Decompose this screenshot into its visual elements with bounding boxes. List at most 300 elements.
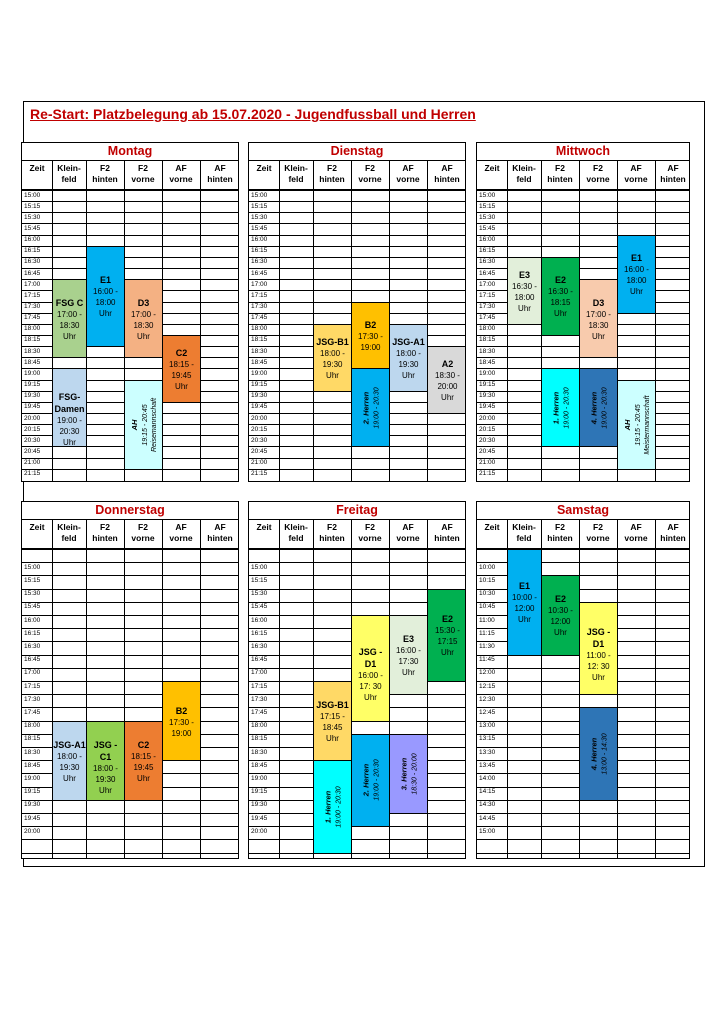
time-label: 16:00: [251, 236, 268, 244]
time-label: 20:15: [251, 425, 268, 433]
time-label: 21:15: [479, 470, 496, 478]
block-time: Uhr: [630, 287, 643, 297]
time-label: 16:45: [251, 269, 268, 277]
time-row: [22, 190, 238, 191]
time-label: 16:45: [24, 269, 41, 277]
time-row: [477, 190, 689, 191]
block-time: Uhr: [137, 773, 150, 783]
column-header: F2 hinten: [313, 160, 351, 190]
column-divider: [655, 160, 656, 481]
time-label: 17:00: [251, 280, 268, 288]
time-label: 16:15: [251, 629, 268, 637]
column-divider: [389, 160, 390, 481]
time-row: [22, 839, 238, 840]
column-header: AF hinten: [200, 160, 239, 190]
block-time: 18:00: [95, 298, 116, 308]
time-label: 20:30: [479, 436, 496, 444]
block-time: Uhr: [137, 331, 150, 341]
time-label: 20:00: [24, 414, 41, 422]
time-row: [249, 246, 465, 247]
time-label: 17:30: [251, 695, 268, 703]
booking-block[interactable]: [508, 258, 541, 324]
time-label: 14:15: [479, 788, 496, 796]
block-time: 17:00 -: [586, 309, 611, 319]
time-label: 20:45: [251, 447, 268, 455]
time-label: 14:00: [479, 774, 496, 782]
time-row: [477, 813, 689, 814]
time-label: 15:15: [24, 202, 41, 210]
block-title: E2: [554, 594, 566, 605]
time-label: 10:30: [479, 590, 496, 598]
time-label: 18:15: [479, 336, 496, 344]
block-title: E2: [554, 275, 566, 286]
time-label: 17:00: [24, 669, 41, 677]
column-header: AF hinten: [655, 160, 690, 190]
block-time: Uhr: [402, 668, 415, 678]
time-label: 21:15: [24, 470, 41, 478]
block-time: 19:15 - 20:45: [634, 404, 642, 446]
time-row: [477, 469, 689, 470]
column-header: Klein- feld: [279, 160, 313, 190]
column-header: AF vorne: [617, 160, 655, 190]
column-header: F2 hinten: [541, 160, 579, 190]
block-time: 19:00 - 20:30: [373, 387, 380, 429]
time-label: 15:45: [24, 603, 41, 611]
time-row: [22, 826, 238, 827]
time-label: 20:00: [24, 827, 41, 835]
column-divider: [279, 160, 280, 481]
booking-block[interactable]: [580, 603, 617, 694]
block-title: JSG - D1: [358, 647, 383, 670]
time-label: 16:15: [251, 247, 268, 255]
time-row: [22, 707, 238, 708]
time-label: 20:30: [24, 436, 41, 444]
booking-block[interactable]: [314, 761, 351, 852]
block-title: D3: [592, 297, 605, 308]
time-label: 19:00: [251, 369, 268, 377]
time-label: 16:00: [251, 616, 268, 624]
day-table-freitag: [248, 501, 466, 859]
column-divider: [162, 160, 163, 481]
time-label: 16:45: [251, 656, 268, 664]
time-row: [22, 813, 238, 814]
time-row: [22, 201, 238, 202]
block-title: B2: [175, 705, 188, 716]
column-header: Klein- feld: [279, 519, 313, 549]
column-header: F2 vorne: [351, 519, 389, 549]
time-label: 18:45: [251, 358, 268, 366]
time-row: [22, 268, 238, 269]
day-table-mittwoch: [476, 142, 690, 482]
time-label: 15:00: [479, 191, 496, 199]
time-label: 16:30: [251, 642, 268, 650]
block-time: 18:30: [588, 320, 609, 330]
column-header: Zeit: [249, 519, 279, 549]
time-label: 19:30: [251, 801, 268, 809]
time-row: [249, 190, 465, 191]
block-time: 12:00: [514, 604, 535, 614]
time-label: 15:30: [251, 590, 268, 598]
booking-block[interactable]: [163, 682, 200, 760]
booking-block[interactable]: [428, 347, 466, 413]
time-label: 17:45: [251, 708, 268, 716]
time-row: [22, 628, 238, 629]
block-time: Uhr: [518, 615, 531, 625]
block-title: E3: [518, 269, 530, 280]
column-divider: [52, 519, 53, 858]
time-label: 20:30: [251, 436, 268, 444]
time-row: [249, 853, 465, 854]
booking-block[interactable]: [390, 735, 427, 813]
time-label: 11:45: [479, 656, 495, 664]
block-time: 18:00: [514, 292, 535, 302]
column-divider: [86, 519, 87, 858]
time-label: 13:45: [479, 761, 496, 769]
time-label: 17:15: [251, 682, 268, 690]
time-label: 12:15: [479, 682, 496, 690]
block-time: Uhr: [63, 438, 76, 447]
time-label: 13:30: [479, 748, 496, 756]
time-row: [249, 268, 465, 269]
time-label: 15:00: [251, 191, 268, 199]
block-time: 16:00 -: [93, 287, 118, 297]
block-time: Uhr: [518, 303, 531, 313]
time-label: 16:45: [24, 656, 41, 664]
booking-block[interactable]: [125, 381, 162, 469]
time-row: [22, 694, 238, 695]
booking-block[interactable]: [87, 722, 124, 800]
block-title: 3. Herren: [399, 757, 408, 791]
column-divider: [200, 519, 201, 858]
column-header: Zeit: [22, 160, 52, 190]
column-header: F2 hinten: [313, 519, 351, 549]
time-row: [249, 721, 465, 722]
block-time: 18:00 -: [396, 348, 421, 358]
block-time: 16:00 -: [358, 671, 383, 681]
block-title: 2. Herren: [361, 764, 370, 797]
time-row: [22, 853, 238, 854]
column-header: AF hinten: [655, 519, 690, 549]
time-label: 19:45: [251, 814, 268, 822]
time-label: 18:45: [24, 761, 41, 769]
column-header: AF vorne: [162, 160, 200, 190]
time-row: [477, 357, 689, 358]
day-table-donnerstag: [21, 501, 239, 859]
column-divider: [655, 519, 656, 858]
time-row: [22, 549, 238, 550]
block-time: 18:00 -: [320, 348, 345, 358]
time-label: 14:45: [479, 814, 496, 822]
booking-block[interactable]: [53, 280, 86, 357]
time-label: 18:15: [24, 735, 41, 743]
time-row: [22, 562, 238, 563]
time-row: [477, 826, 689, 827]
column-header: AF vorne: [389, 519, 427, 549]
time-label: 17:30: [251, 303, 268, 310]
time-row: [477, 223, 689, 224]
block-time: 20:00: [437, 382, 458, 392]
block-time: Uhr: [592, 673, 605, 683]
booking-block[interactable]: [352, 735, 389, 826]
time-label: 20:00: [479, 414, 496, 422]
time-label: 16:00: [479, 236, 496, 244]
column-header: Zeit: [477, 160, 507, 190]
time-row: [249, 826, 465, 827]
time-label: 15:30: [251, 213, 268, 221]
time-row: [477, 201, 689, 202]
block-time: 16:00 -: [396, 646, 421, 656]
time-row: [477, 694, 689, 695]
block-time: Uhr: [99, 309, 112, 319]
booking-block[interactable]: [508, 550, 541, 655]
time-row: [477, 446, 689, 447]
day-name: Samstag: [477, 502, 689, 520]
time-row: [249, 446, 465, 447]
day-name: Donnerstag: [22, 502, 238, 520]
time-label: 10:45: [479, 603, 496, 611]
block-title: JSG - C1: [93, 739, 118, 762]
block-time: 19:00 - 20:30: [373, 759, 380, 802]
time-row: [477, 212, 689, 213]
time-label: 11:00: [479, 616, 495, 624]
time-label: 15:00: [479, 827, 496, 835]
block-time: Uhr: [63, 773, 76, 783]
block-time: 18:00: [626, 276, 647, 286]
block-title: D3: [137, 297, 150, 308]
time-label: 18:00: [24, 722, 41, 730]
block-time: 16:30 -: [548, 287, 573, 297]
time-label: 19:30: [24, 801, 41, 809]
time-label: 12:00: [479, 669, 496, 677]
time-row: [249, 839, 465, 840]
column-header: Klein- feld: [52, 160, 86, 190]
column-divider: [124, 519, 125, 858]
booking-block[interactable]: [428, 590, 466, 681]
block-title: E3: [402, 634, 414, 645]
time-row: [249, 212, 465, 213]
time-row: [249, 458, 465, 459]
time-label: 11:30: [479, 642, 495, 650]
column-header: F2 vorne: [351, 160, 389, 190]
time-row: [249, 201, 465, 202]
booking-block[interactable]: [53, 369, 86, 446]
time-label: 11:15: [479, 629, 495, 637]
block-title: E1: [630, 253, 642, 264]
time-label: 10:15: [479, 576, 496, 584]
block-title: A2: [441, 359, 454, 370]
time-label: 16:45: [479, 269, 496, 277]
block-time: 17:30: [398, 657, 419, 667]
block-time: Uhr: [326, 734, 339, 744]
time-row: [22, 641, 238, 642]
time-label: 18:15: [251, 735, 268, 743]
booking-block[interactable]: [618, 381, 655, 469]
time-row: [249, 290, 465, 291]
time-label: 17:00: [251, 669, 268, 677]
block-time: 17:30 -: [358, 331, 383, 341]
page-title: Re-Start: Platzbelegung ab 15.07.2020 - Jugendfussball und Herren: [30, 106, 476, 122]
booking-block[interactable]: [390, 325, 427, 391]
time-label: 21:00: [24, 459, 41, 467]
booking-block[interactable]: [125, 722, 162, 800]
column-divider: [279, 519, 280, 858]
time-row: [22, 681, 238, 682]
column-header: F2 hinten: [541, 519, 579, 549]
block-title: AH: [129, 419, 139, 431]
booking-block[interactable]: [163, 336, 200, 402]
time-label: 15:00: [251, 563, 268, 571]
block-time: 19:00 - 20:30: [335, 786, 342, 828]
block-time: Uhr: [175, 381, 188, 391]
block-time: 12:00: [550, 617, 571, 627]
booking-block[interactable]: [618, 236, 655, 313]
block-time: Uhr: [364, 693, 377, 703]
booking-block[interactable]: [53, 722, 86, 800]
time-label: 17:30: [24, 303, 41, 310]
time-label: 15:15: [251, 576, 268, 584]
time-label: 15:45: [24, 224, 41, 232]
block-time: Uhr: [554, 309, 567, 319]
block-time: 19:30: [322, 359, 343, 369]
time-label: 15:15: [251, 202, 268, 210]
time-label: 12:30: [479, 695, 496, 703]
column-header: F2 vorne: [579, 519, 617, 549]
time-label: 18:30: [479, 347, 496, 355]
booking-block[interactable]: [580, 280, 617, 357]
time-label: 16:30: [24, 642, 41, 650]
time-row: [477, 839, 689, 840]
time-row: [22, 357, 238, 358]
block-title: FSG-Damen: [54, 392, 85, 415]
day-name: Freitag: [249, 502, 465, 520]
time-label: 15:30: [24, 590, 41, 598]
block-time: 18:15: [550, 298, 571, 308]
block-time: 19:00 - 20:30: [57, 416, 82, 437]
time-label: 15:30: [24, 213, 41, 221]
time-label: 16:00: [24, 616, 41, 624]
time-label: 18:45: [24, 358, 41, 366]
booking-block[interactable]: [580, 369, 617, 446]
block-time: Uhr: [441, 393, 454, 403]
block-title: FSG C: [55, 297, 84, 308]
column-divider: [541, 519, 542, 858]
booking-block[interactable]: [580, 708, 617, 799]
time-label: 17:15: [479, 291, 496, 299]
time-label: 15:00: [24, 191, 41, 199]
day-table-samstag: [476, 501, 690, 859]
time-label: 18:15: [24, 336, 41, 344]
time-row: [22, 668, 238, 669]
time-label: 19:45: [24, 403, 41, 411]
column-header: AF hinten: [427, 160, 466, 190]
booking-block[interactable]: [125, 280, 162, 357]
block-time: 19:30: [398, 359, 419, 369]
block-time: 19:45: [133, 762, 154, 772]
time-label: 17:15: [24, 291, 41, 299]
column-divider: [427, 160, 428, 481]
booking-block[interactable]: [352, 616, 389, 721]
booking-block[interactable]: [314, 325, 351, 391]
block-title: JSG-B1: [316, 336, 349, 347]
day-name: Montag: [22, 143, 238, 161]
booking-block[interactable]: [352, 369, 389, 446]
booking-block[interactable]: [87, 247, 124, 346]
time-row: [249, 469, 465, 470]
day-name: Mittwoch: [477, 143, 689, 161]
time-label: 21:00: [479, 459, 496, 467]
time-label: 19:15: [479, 381, 496, 389]
block-time: 17:15: [437, 637, 458, 647]
block-time: 13:00 - 14:30: [601, 733, 608, 775]
column-header: AF vorne: [389, 160, 427, 190]
time-label: 20:45: [479, 447, 496, 455]
column-header: F2 vorne: [124, 160, 162, 190]
time-label: 18:30: [251, 347, 268, 355]
time-row: [249, 223, 465, 224]
block-time: Reisemannschaft: [150, 397, 158, 452]
block-time: 18:30: [133, 320, 154, 330]
time-row: [249, 279, 465, 280]
time-label: 16:00: [24, 236, 41, 244]
block-time: 16:00 -: [624, 265, 649, 275]
booking-block[interactable]: [542, 369, 579, 446]
block-time: 11:00 -: [586, 651, 611, 661]
time-label: 19:00: [251, 774, 268, 782]
time-label: 17:30: [479, 303, 496, 310]
time-label: 19:30: [24, 392, 41, 400]
block-title: C2: [137, 739, 150, 750]
time-label: 18:30: [24, 347, 41, 355]
booking-block[interactable]: [352, 303, 389, 369]
column-header: Klein- feld: [507, 519, 541, 549]
block-time: 19:00 - 20:30: [563, 387, 570, 429]
time-row: [22, 223, 238, 224]
booking-block[interactable]: [390, 616, 427, 694]
time-label: 19:15: [24, 381, 41, 389]
block-time: 12: 30: [587, 662, 610, 672]
time-label: 15:15: [479, 202, 496, 210]
block-time: 18:00 -: [93, 763, 118, 773]
time-row: [477, 800, 689, 801]
booking-block[interactable]: [542, 258, 579, 335]
block-title: JSG-A1: [53, 739, 86, 750]
block-title: E1: [518, 581, 530, 592]
block-time: 17:00 -: [131, 309, 156, 319]
time-label: 17:45: [251, 314, 268, 322]
time-row: [249, 257, 465, 258]
day-table-dienstag: [248, 142, 466, 482]
time-label: 12:45: [479, 708, 496, 716]
time-label: 18:00: [251, 722, 268, 730]
booking-block[interactable]: [314, 682, 351, 760]
block-title: JSG - D1: [586, 627, 611, 650]
time-label: 17:15: [251, 291, 268, 299]
time-label: 19:15: [24, 788, 41, 796]
column-divider: [427, 519, 428, 858]
time-label: 16:30: [479, 258, 496, 266]
time-label: 15:15: [24, 576, 41, 584]
time-label: 13:00: [479, 722, 496, 730]
column-divider: [200, 160, 201, 481]
time-label: 18:45: [479, 358, 496, 366]
time-label: 17:45: [24, 708, 41, 716]
time-label: 19:30: [251, 392, 268, 400]
column-header: F2 hinten: [86, 160, 124, 190]
block-time: 17: 30: [359, 682, 382, 692]
time-label: 19:30: [479, 392, 496, 400]
booking-block[interactable]: [542, 576, 579, 654]
time-label: 17:00: [24, 280, 41, 288]
